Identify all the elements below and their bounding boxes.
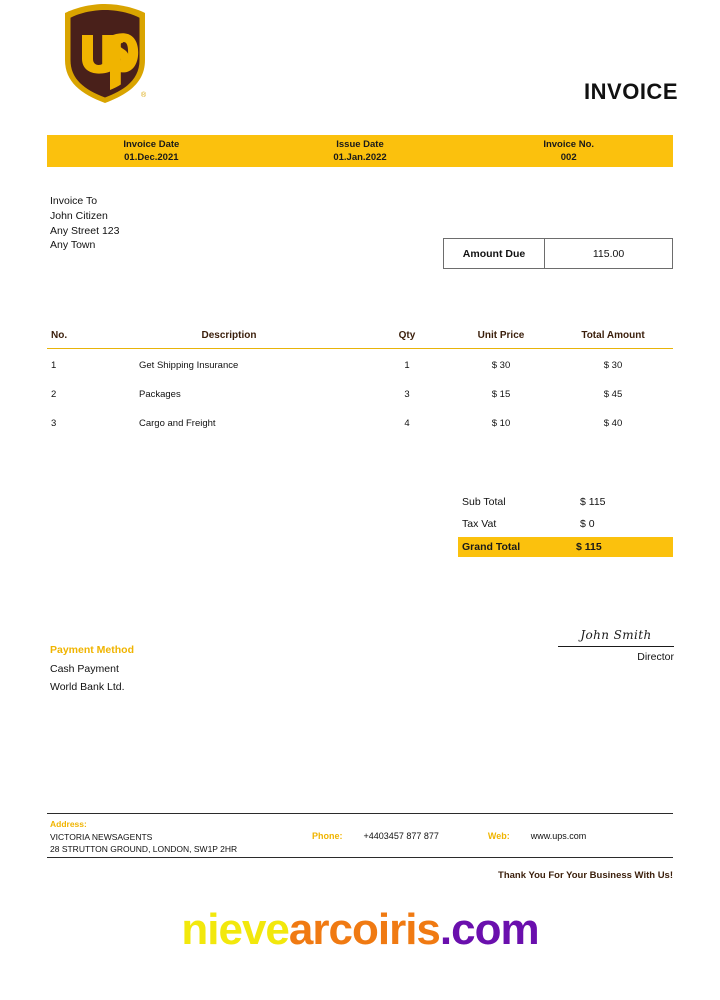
row-total: $ 45 xyxy=(603,389,623,400)
signature-name: John Smith xyxy=(580,628,652,642)
grand-total-label: Grand Total xyxy=(462,541,521,553)
footer-phone-label: Phone: xyxy=(312,831,343,841)
row-unit-price: $ 30 xyxy=(491,360,511,371)
ups-shield-icon xyxy=(57,2,153,106)
payment-method-title: Payment Method xyxy=(50,644,135,656)
footer-web-label: Web: xyxy=(487,831,510,841)
bill-to-name: John Citizen xyxy=(50,209,108,222)
footer-address-line1: VICTORIA NEWSAGENTS xyxy=(50,831,153,842)
amount-due-box xyxy=(443,238,673,269)
bill-to-street: Any Street 123 xyxy=(50,224,120,237)
amount-due-label: Amount Due xyxy=(444,239,545,268)
header-qty: Qty xyxy=(365,330,449,349)
footer-address-line2: 28 STRUTTON GROUND, LONDON, SW1P 2HR xyxy=(50,844,238,854)
watermark-part-1: nieve xyxy=(181,905,289,954)
row-qty: 4 xyxy=(404,418,410,429)
meta-issue-date xyxy=(256,135,465,167)
footer-phone-value: +4403457 877 877 xyxy=(363,831,439,841)
tax-row xyxy=(462,513,673,535)
watermark-part-2: arcoiris xyxy=(288,905,440,954)
meta-invoice-no-label: Invoice No. xyxy=(543,139,595,150)
header-description: Description xyxy=(93,330,365,349)
tax-label: Tax Vat xyxy=(462,518,497,530)
subtotal-value: $ 115 xyxy=(580,496,606,508)
amount-due-value: 115.00 xyxy=(592,247,625,260)
subtotal-label: Sub Total xyxy=(462,496,506,508)
header-no: No. xyxy=(47,330,93,349)
row-unit-price: $ 10 xyxy=(491,418,511,429)
meta-invoice-no xyxy=(464,135,673,167)
table-header-row xyxy=(47,330,673,349)
footer-web-value[interactable]: www.ups.com xyxy=(530,831,587,841)
site-watermark xyxy=(0,905,720,955)
signature-block xyxy=(558,628,674,663)
meta-issue-date-value: 01.Jan.2022 xyxy=(333,152,387,163)
meta-issue-date-label: Issue Date xyxy=(336,139,384,150)
ups-logo xyxy=(57,2,153,106)
footer-divider-bottom xyxy=(47,857,673,858)
row-no: 3 xyxy=(51,418,57,429)
invoice-meta-bar xyxy=(47,135,673,167)
grand-total-value: $ 115 xyxy=(576,541,602,553)
totals-block xyxy=(462,491,673,557)
subtotal-row xyxy=(462,491,673,513)
bill-to-block xyxy=(50,194,119,253)
row-no: 2 xyxy=(51,389,57,400)
row-description: Cargo and Freight xyxy=(139,418,216,429)
bill-to-heading: Invoice To xyxy=(50,195,98,207)
bill-to-city: Any Town xyxy=(50,239,96,252)
page-title: INVOICE xyxy=(584,79,678,104)
table-row xyxy=(47,378,673,407)
meta-invoice-date-label: Invoice Date xyxy=(123,139,180,150)
table-row xyxy=(47,349,673,379)
footer-address-title: Address: xyxy=(50,819,87,829)
footer-contact-block xyxy=(312,831,586,841)
payment-method-type: Cash Payment xyxy=(50,662,119,675)
row-qty: 1 xyxy=(404,360,410,371)
watermark-part-3: .com xyxy=(439,905,539,954)
row-total: $ 30 xyxy=(603,360,623,371)
thank-you-message: Thank You For Your Business With Us! xyxy=(498,870,673,881)
meta-invoice-no-value: 002 xyxy=(560,152,577,163)
row-qty: 3 xyxy=(404,389,410,400)
row-no: 1 xyxy=(51,360,57,371)
footer-address-block xyxy=(50,818,237,856)
header-unit-price: Unit Price xyxy=(449,330,553,349)
registered-mark: ® xyxy=(141,92,147,99)
footer-divider-top xyxy=(47,813,673,814)
meta-invoice-date-value: 01.Dec.2021 xyxy=(124,152,179,163)
grand-total-row xyxy=(458,537,673,557)
payment-method-block xyxy=(50,641,134,697)
table-row xyxy=(47,407,673,436)
row-total: $ 40 xyxy=(603,418,623,429)
line-items-table xyxy=(47,330,673,436)
header-total-amount: Total Amount xyxy=(553,330,673,349)
signature-role: Director xyxy=(637,651,674,663)
tax-value: $ 0 xyxy=(580,518,595,530)
row-description: Get Shipping Insurance xyxy=(139,360,239,371)
row-description: Packages xyxy=(139,389,181,400)
payment-method-bank: World Bank Ltd. xyxy=(50,681,125,693)
meta-invoice-date xyxy=(47,135,256,167)
row-unit-price: $ 15 xyxy=(491,389,511,400)
